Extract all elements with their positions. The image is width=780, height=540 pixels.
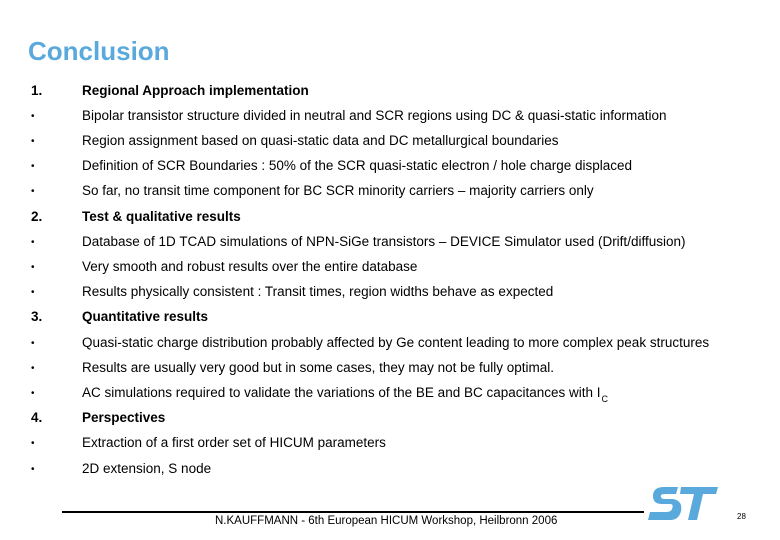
section-number: 3. [31,309,43,324]
section-heading-text: Quantitative results [82,309,209,324]
bullet-text: Quasi-static charge distribution probably affected by Ge content leading to more complex peak structures [82,335,710,350]
bullet-text: Results are usually very good but in some cases, they may not be fully optimal. [82,360,554,375]
slide-title: Conclusion [28,36,170,66]
section-heading-text: Regional Approach implementation [82,83,309,98]
bullet-text: AC simulations required to validate the variations of the BE and BC capacitances with I [82,385,601,400]
bullet-marker: • [31,136,35,147]
section-heading [0,410,780,430]
bullet-marker: • [31,237,35,248]
bullet-marker: • [31,363,35,374]
bullet-item [0,435,780,455]
footer-divider [62,511,644,513]
bullet-item [0,158,780,178]
bullet-text: Extraction of a first order set of HICUM parameters [82,435,386,450]
section-number: 2. [31,209,43,224]
bullet-text: Definition of SCR Boundaries : 50% of the SCR quasi-static electron / hole charge displaced [82,158,633,173]
bullet-item [0,461,780,481]
bullet-marker: • [31,161,35,172]
bullet-marker: • [31,111,35,122]
section-heading [0,83,780,103]
section-heading-text: Perspectives [82,410,166,425]
bullet-marker: • [31,388,35,399]
section-heading [0,209,780,229]
bullet-marker: • [31,186,35,197]
bullet-item [0,234,780,254]
page-number: 28 [737,512,746,521]
bullet-text: Very smooth and robust results over the entire database [82,259,418,274]
bullet-text: Database of 1D TCAD simulations of NPN-SiGe transistors – DEVICE Simulator used (Drift/diffusion) [82,234,686,249]
bullet-item [0,385,780,405]
bullet-marker: • [31,287,35,298]
bullet-item [0,335,780,355]
bullet-text: So far, no transit time component for BC SCR minority carriers – majority carriers only [82,183,594,198]
bullet-text: Region assignment based on quasi-static data and DC metallurgical boundaries [82,133,559,148]
section-heading [0,309,780,329]
bullet-item [0,360,780,380]
bullet-item [0,108,780,128]
bullet-text: Results physically consistent : Transit times, region widths behave as expected [82,284,554,299]
footer-text: N.KAUFFMANN - 6th European HICUM Workshop, Heilbronn 2006 [215,515,558,527]
bullet-item [0,259,780,279]
subscript-c: C [601,394,609,404]
bullet-item [0,133,780,153]
section-number: 4. [31,410,43,425]
bullet-marker: • [31,338,35,349]
bullet-text-container [82,385,609,404]
st-logo-icon [648,484,720,529]
bullet-text: Bipolar transistor structure divided in neutral and SCR regions using DC & quasi-static information [82,108,667,123]
section-number: 1. [31,83,43,98]
bullet-marker: • [31,262,35,273]
bullet-item [0,284,780,304]
section-heading-text: Test & qualitative results [82,209,241,224]
bullet-text: 2D extension, S node [82,461,212,476]
bullet-marker: • [31,464,35,475]
bullet-item [0,183,780,203]
bullet-marker: • [31,438,35,449]
